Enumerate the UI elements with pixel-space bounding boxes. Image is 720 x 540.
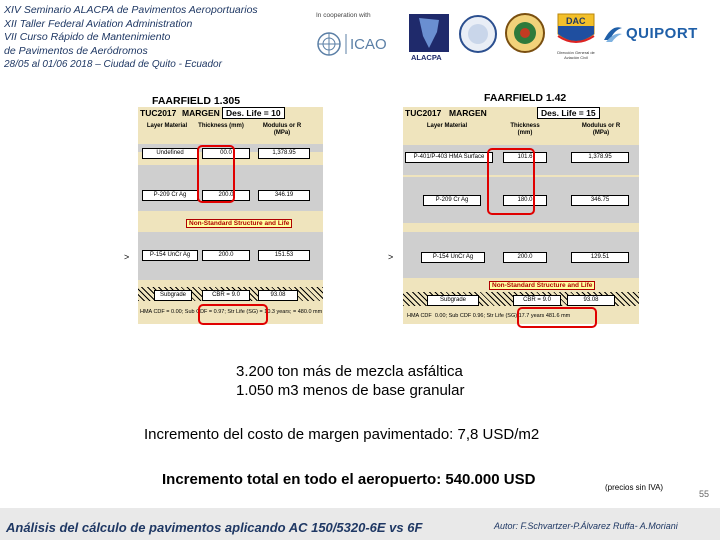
header-line-3: VII Curso Rápido de Mantenimiento	[4, 31, 171, 44]
right-row-arrow: >	[388, 252, 394, 262]
right-design-life: Des. Life = 15	[537, 107, 600, 119]
right-strlife-highlight	[517, 307, 597, 328]
dac-text: DAC	[566, 16, 586, 26]
right-footer-strlife: 0.96; Str Life (SG)	[472, 313, 518, 319]
right-col-thickness: Thickness (mm)	[510, 123, 540, 136]
header-line-1: XIV Seminario ALACPA de Pavimentos Aeroportuarios	[4, 4, 258, 16]
left-version-title: FAARFIELD 1.305	[152, 95, 241, 107]
cooperation-label: In cooperation with	[316, 12, 371, 19]
result-asphalt-increase: 3.200 ton más de mezcla asfáltica	[236, 363, 463, 380]
left-layer-3-material[interactable]: P-154 UnCr Ag	[142, 250, 198, 261]
left-subgrade-modulus[interactable]: 93.08	[258, 290, 298, 301]
right-col-modulus: Modulus or R (MPa)	[581, 123, 621, 136]
page-number: 55	[699, 489, 710, 499]
right-layer-3-material[interactable]: P-154 UnCr Ag	[421, 252, 485, 263]
header-line-2: XII Taller Federal Aviation Administration	[4, 17, 193, 30]
left-row-arrow: >	[124, 252, 130, 262]
result-total-cost: Incremento total en todo el aeropuerto: 540.000 USD	[162, 471, 536, 488]
result-margin-cost: Incremento del costo de margen pavimentado: 7,8 USD/m2	[144, 426, 540, 443]
right-subgrade-label: Subgrade	[427, 295, 479, 306]
left-strlife-highlight	[198, 304, 268, 325]
left-layer-1-material[interactable]: Undefined	[142, 148, 198, 159]
left-layer-1-thickness[interactable]: 00.0	[202, 148, 250, 159]
right-footer-subcdf: 0.00; Sub CDF	[434, 313, 472, 319]
quiport-text: QUIPORT	[626, 25, 698, 42]
left-col-thickness: Thickness (mm)	[198, 123, 244, 129]
right-footer-years: 17.7 years	[518, 313, 545, 319]
right-footer-total: 481.6 mm	[545, 313, 571, 319]
header-dates: 28/05 al 01/06 2018 – Ciudad de Quito - Ecuador	[4, 59, 222, 71]
price-note: (precios sin IVA)	[605, 483, 664, 492]
left-col-layer: Layer Material	[146, 123, 188, 129]
left-layer-1-modulus[interactable]: 1,378.95	[258, 148, 310, 159]
right-tuc-bar	[403, 107, 639, 121]
right-subgrade-cbr[interactable]: CBR = 9.0	[513, 295, 561, 306]
left-thickness-highlight	[197, 145, 235, 203]
faarfield-1305-panel	[138, 107, 323, 324]
right-layer-2-thickness[interactable]: 180.0	[503, 195, 547, 206]
left-layer-2-modulus[interactable]: 346.19	[258, 190, 310, 201]
right-col-layer: Layer Material	[426, 123, 468, 129]
right-margen-label: MARGEN	[449, 108, 487, 118]
left-tuc-label: TUC2017	[140, 108, 177, 118]
dac-subtitle: Dirección General de Aviación Civil	[557, 50, 595, 60]
header-line-4: de Pavimentos de Aeródromos	[4, 44, 148, 57]
left-subgrade-cbr[interactable]: CBR = 9.0	[202, 290, 250, 301]
right-version-title: FAARFIELD 1.42	[484, 92, 567, 104]
footer-author: Autor: F.Schvartzer-P.Álvarez Ruffa- A.Moriani	[494, 521, 678, 531]
right-thickness-highlight	[487, 148, 535, 215]
left-subgrade-label: Subgrade	[154, 290, 192, 301]
right-layer-3-modulus[interactable]: 129.51	[571, 252, 629, 263]
left-tuc-bar	[138, 107, 323, 121]
left-col-modulus: Modulus or R (MPa)	[262, 123, 302, 136]
institution-seal-1	[458, 14, 498, 66]
left-layer-2-material[interactable]: P-209 Cr Ag	[142, 190, 198, 201]
footer-title: Análisis del cálculo de pavimentos aplicando AC 150/5320-6E vs 6F	[6, 520, 423, 535]
left-layer-3-modulus[interactable]: 151.53	[258, 250, 310, 261]
faarfield-142-panel	[403, 107, 639, 324]
quiport-logo	[602, 22, 714, 46]
icao-text: ICAO	[350, 36, 387, 53]
alacpa-logo	[406, 14, 452, 66]
alacpa-map-icon	[409, 14, 449, 52]
icao-logo	[316, 30, 400, 58]
left-nonstandard-label: Non-Standard Structure and Life	[186, 219, 292, 228]
result-base-decrease: 1.050 m3 menos de base granular	[236, 382, 465, 399]
alacpa-text: ALACPA	[411, 53, 442, 62]
right-layer-2-modulus[interactable]: 346.75	[571, 195, 629, 206]
institution-seal-2	[504, 12, 546, 54]
right-subgrade-modulus[interactable]: 93.08	[567, 295, 615, 306]
seal-1-icon	[458, 14, 498, 54]
left-layer-2-thickness[interactable]: 200.0	[202, 190, 250, 201]
right-nonstandard-label: Non-Standard Structure and Life	[489, 281, 595, 290]
quiport-mark-icon	[602, 22, 624, 44]
seminar-header	[4, 4, 304, 72]
right-layer-3-thickness[interactable]: 200.0	[503, 252, 547, 263]
left-design-life: Des. Life = 10	[222, 107, 285, 119]
right-layer-1-modulus[interactable]: 1,378.95	[571, 152, 629, 163]
left-layer-3-thickness[interactable]: 200.0	[202, 250, 250, 261]
seal-2-icon	[504, 12, 546, 54]
right-layer-2-material[interactable]: P-209 Cr Ag	[423, 195, 481, 206]
right-layer-1-thickness[interactable]: 101.6	[503, 152, 547, 163]
right-footer-hma: HMA CDF	[407, 313, 432, 319]
right-tuc-label: TUC2017	[405, 108, 442, 118]
right-layer-1-material[interactable]: P-401/P-403 HMA Surface	[405, 152, 493, 163]
slide-footer	[0, 508, 720, 540]
dac-logo	[554, 12, 598, 66]
left-results-footer: HMA CDF = 0.00; Sub CDF = 0.97; Str Life (SG) = 10.3 years; = 480.0 mm	[140, 309, 323, 315]
left-margen-label: MARGEN	[182, 108, 220, 118]
